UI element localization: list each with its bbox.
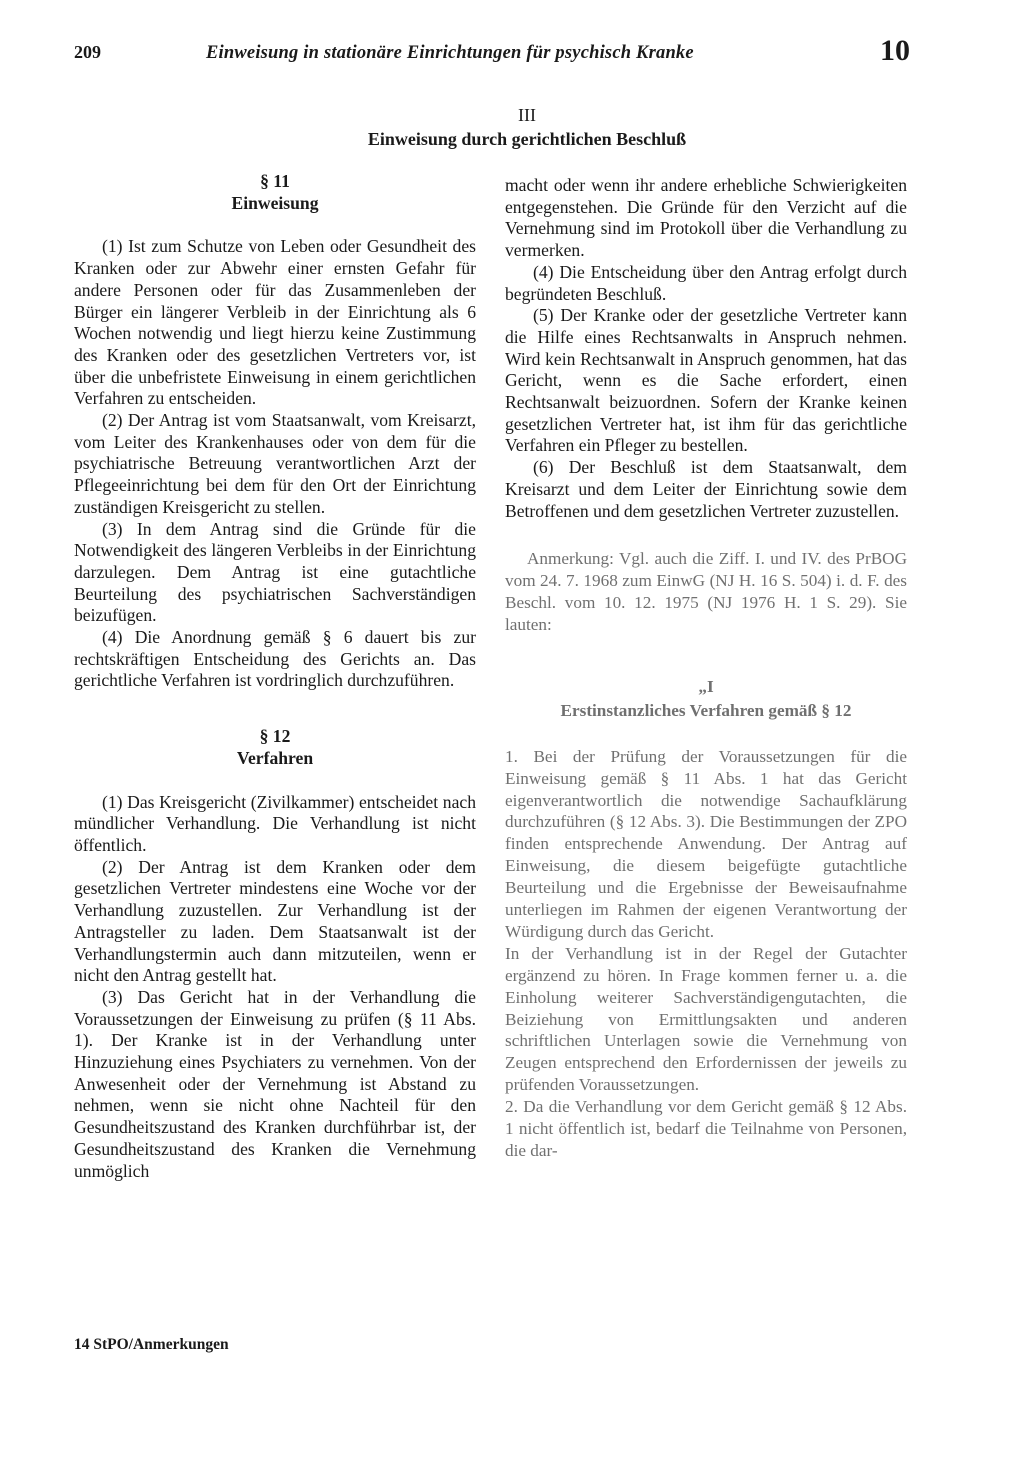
section-12-title: Verfahren [236, 747, 314, 768]
annotation-block [505, 548, 907, 1162]
section-12-paragraph: (6) Der Beschluß ist dem Staatsanwalt, dem Kreisarzt und dem Leiter der Einrichtung sowie dem Betroffenen und dem gesetzlichen Vertreter zuzustellen. [505, 457, 907, 521]
section-11-paragraph: (4) Die Anordnung gemäß § 6 dauert bis zur rechtskräftigen Entscheidung des Gerichts an. Das gerichtliche Verfahren ist vordringlich durchzuführen. [74, 627, 476, 691]
part-title: Einweisung durch gerichtlichen Beschluß [367, 129, 687, 149]
section-12-number: § 12 [259, 726, 291, 747]
annotation-quote-mark: „I [698, 676, 714, 696]
section-12-paragraph: (2) Der Antrag ist dem Kranken oder dem gesetzlichen Vertreter mindestens eine Woche vor der Verhandlung zuzustellen. Zur Verhandlung ist der Antragsteller zu laden. Dem Staatsanwalt ist der Verhandlungstermin auch dann mitzuteilen, wenn er nicht den Antrag gestellt hat. [74, 856, 476, 986]
annotation-paragraph: In der Verhandlung ist in der Regel der Gutachter ergänzend zu hören. In Frage kommen ferner u. a. die Einholung weiterer Sachverständigengutachten, die Beiziehung von Ermittlungsakten und anderen schriftlichen Unterlagen sowie die Vernehmung von Zeugen entsprechend den Erfordernissen der jeweils zu prüfenden Voraussetzungen. [505, 943, 907, 1095]
left-column [74, 171, 476, 1182]
right-column [505, 175, 907, 1162]
page-number: 209 [74, 42, 101, 62]
annotation-heading: Erstinstanzliches Verfahren gemäß § 12 [560, 700, 852, 720]
section-11-paragraph: (1) Ist zum Schutze von Leben oder Gesundheit des Kranken oder zur Abwehr einer ernsten Gefahr für andere Personen oder für das Zusammenleben der Bürger ein längerer Verbleib in der Einrichtung als 6 Wochen notwendig und liegt hierzu keine Zustimmung des Kranken oder des gesetzlichen Vertreters vor, ist über die unbefristete Einweisung in einem gerichtlichen Verfahren zu entscheiden. [74, 236, 476, 409]
annotation-paragraph: 2. Da die Verhandlung vor dem Gericht gemäß § 12 Abs. 1 nicht öffentlich ist, bedarf die Teilnahme von Personen, die dar- [505, 1097, 907, 1160]
annotation-paragraph: 1. Bei der Prüfung der Voraussetzungen für die Einweisung gemäß § 11 Abs. 1 hat das Gericht eigenverantwortlich die notwendige Sachaufklärung durchzuführen (§ 12 Abs. 3). Die Bestimmungen der ZPO finden entsprechende Anwendung. Der Antrag auf Einweisung, die diesem beigefügte gutachtliche Beurteilung und die Ergebnisse der Beweisaufnahme unterliegen im Rahmen der eigenen Verantwortung der Würdigung durch das Gericht. [505, 746, 907, 941]
section-12-paragraph: (1) Das Kreisgericht (Zivilkammer) entscheidet nach mündlicher Verhandlung. Die Verhandlung ist nicht öffentlich. [74, 791, 476, 855]
section-12-continuation: macht oder wenn ihr andere erhebliche Schwierigkeiten entgegenstehen. Die Gründe für den Verzicht auf die Vernehmung sind im Protokoll über die Verhandlung zu vermerken. [505, 175, 907, 261]
section-12-paragraph: (3) Das Gericht hat in der Verhandlung die Voraussetzungen der Einweisung zu prüfen (§ 11 Abs. 1). Der Kranke ist in der Verhandlung unter Hinzuziehung eines Psychiaters zu vernehmen. Von der Anwesenheit oder der Vernehmung ist Abstand zu nehmen, wenn sie nicht ohne Nachteil für den Gesundheitszustand des Kranken durchführbar ist, der Gesundheitszustand des Kranken die Vernehmung unmöglich [74, 986, 476, 1181]
section-12-paragraph: (5) Der Kranke oder der gesetzliche Vertreter kann die Hilfe eines Rechtsanwalts in Anspruch nehmen. Wird kein Rechtsanwalt in Anspruch genommen, hat das Gericht, wenn es die Sache erfordert, einen Rechtsanwalt beizuordnen. Sofern der Kranke keinen gesetzlichen Vertreter hat, ist ihm für das gerichtliche Verfahren ein Pfleger zu bestellen. [505, 305, 907, 456]
part-number: III [518, 105, 536, 125]
section-11-paragraph: (2) Der Antrag ist vom Staatsanwalt, vom Kreisarzt, vom Leiter des Krankenhauses oder von dem für die psychiatrische Betreuung verantwortlichen Arzt der Pflegeeinrichtung bei dem für den Ort der Einrichtung zuständigen Kreisgericht zu stellen. [74, 410, 476, 517]
page-header [74, 34, 914, 80]
page-footer: 14 StPO/Anmerkungen [74, 1336, 229, 1353]
running-title: Einweisung in stationäre Einrichtungen für psychisch Kranke [206, 43, 694, 63]
section-11-title: Einweisung [231, 192, 319, 213]
section-12-paragraph: (4) Die Entscheidung über den Antrag erfolgt durch begründeten Beschluß. [505, 261, 907, 304]
section-11-number: § 11 [260, 171, 290, 191]
section-11-paragraph: (3) In dem Antrag sind die Gründe für die Notwendigkeit des längeren Verbleibs in der Einrichtung darzulegen. Dem Antrag ist eine gutachtliche Beurteilung des psychiatrischen Sachverständigen beizufügen. [74, 518, 476, 626]
annotation-intro: Anmerkung: Vgl. auch die Ziff. I. und IV. des PrBOG vom 24. 7. 1968 zum EinwG (NJ H. 16 S. 504) i. d. F. des Beschl. vom 10. 12. 1975 (NJ 1976 H. 1 S. 29). Sie lauten: [505, 549, 907, 634]
chapter-number: 10 [880, 34, 910, 67]
